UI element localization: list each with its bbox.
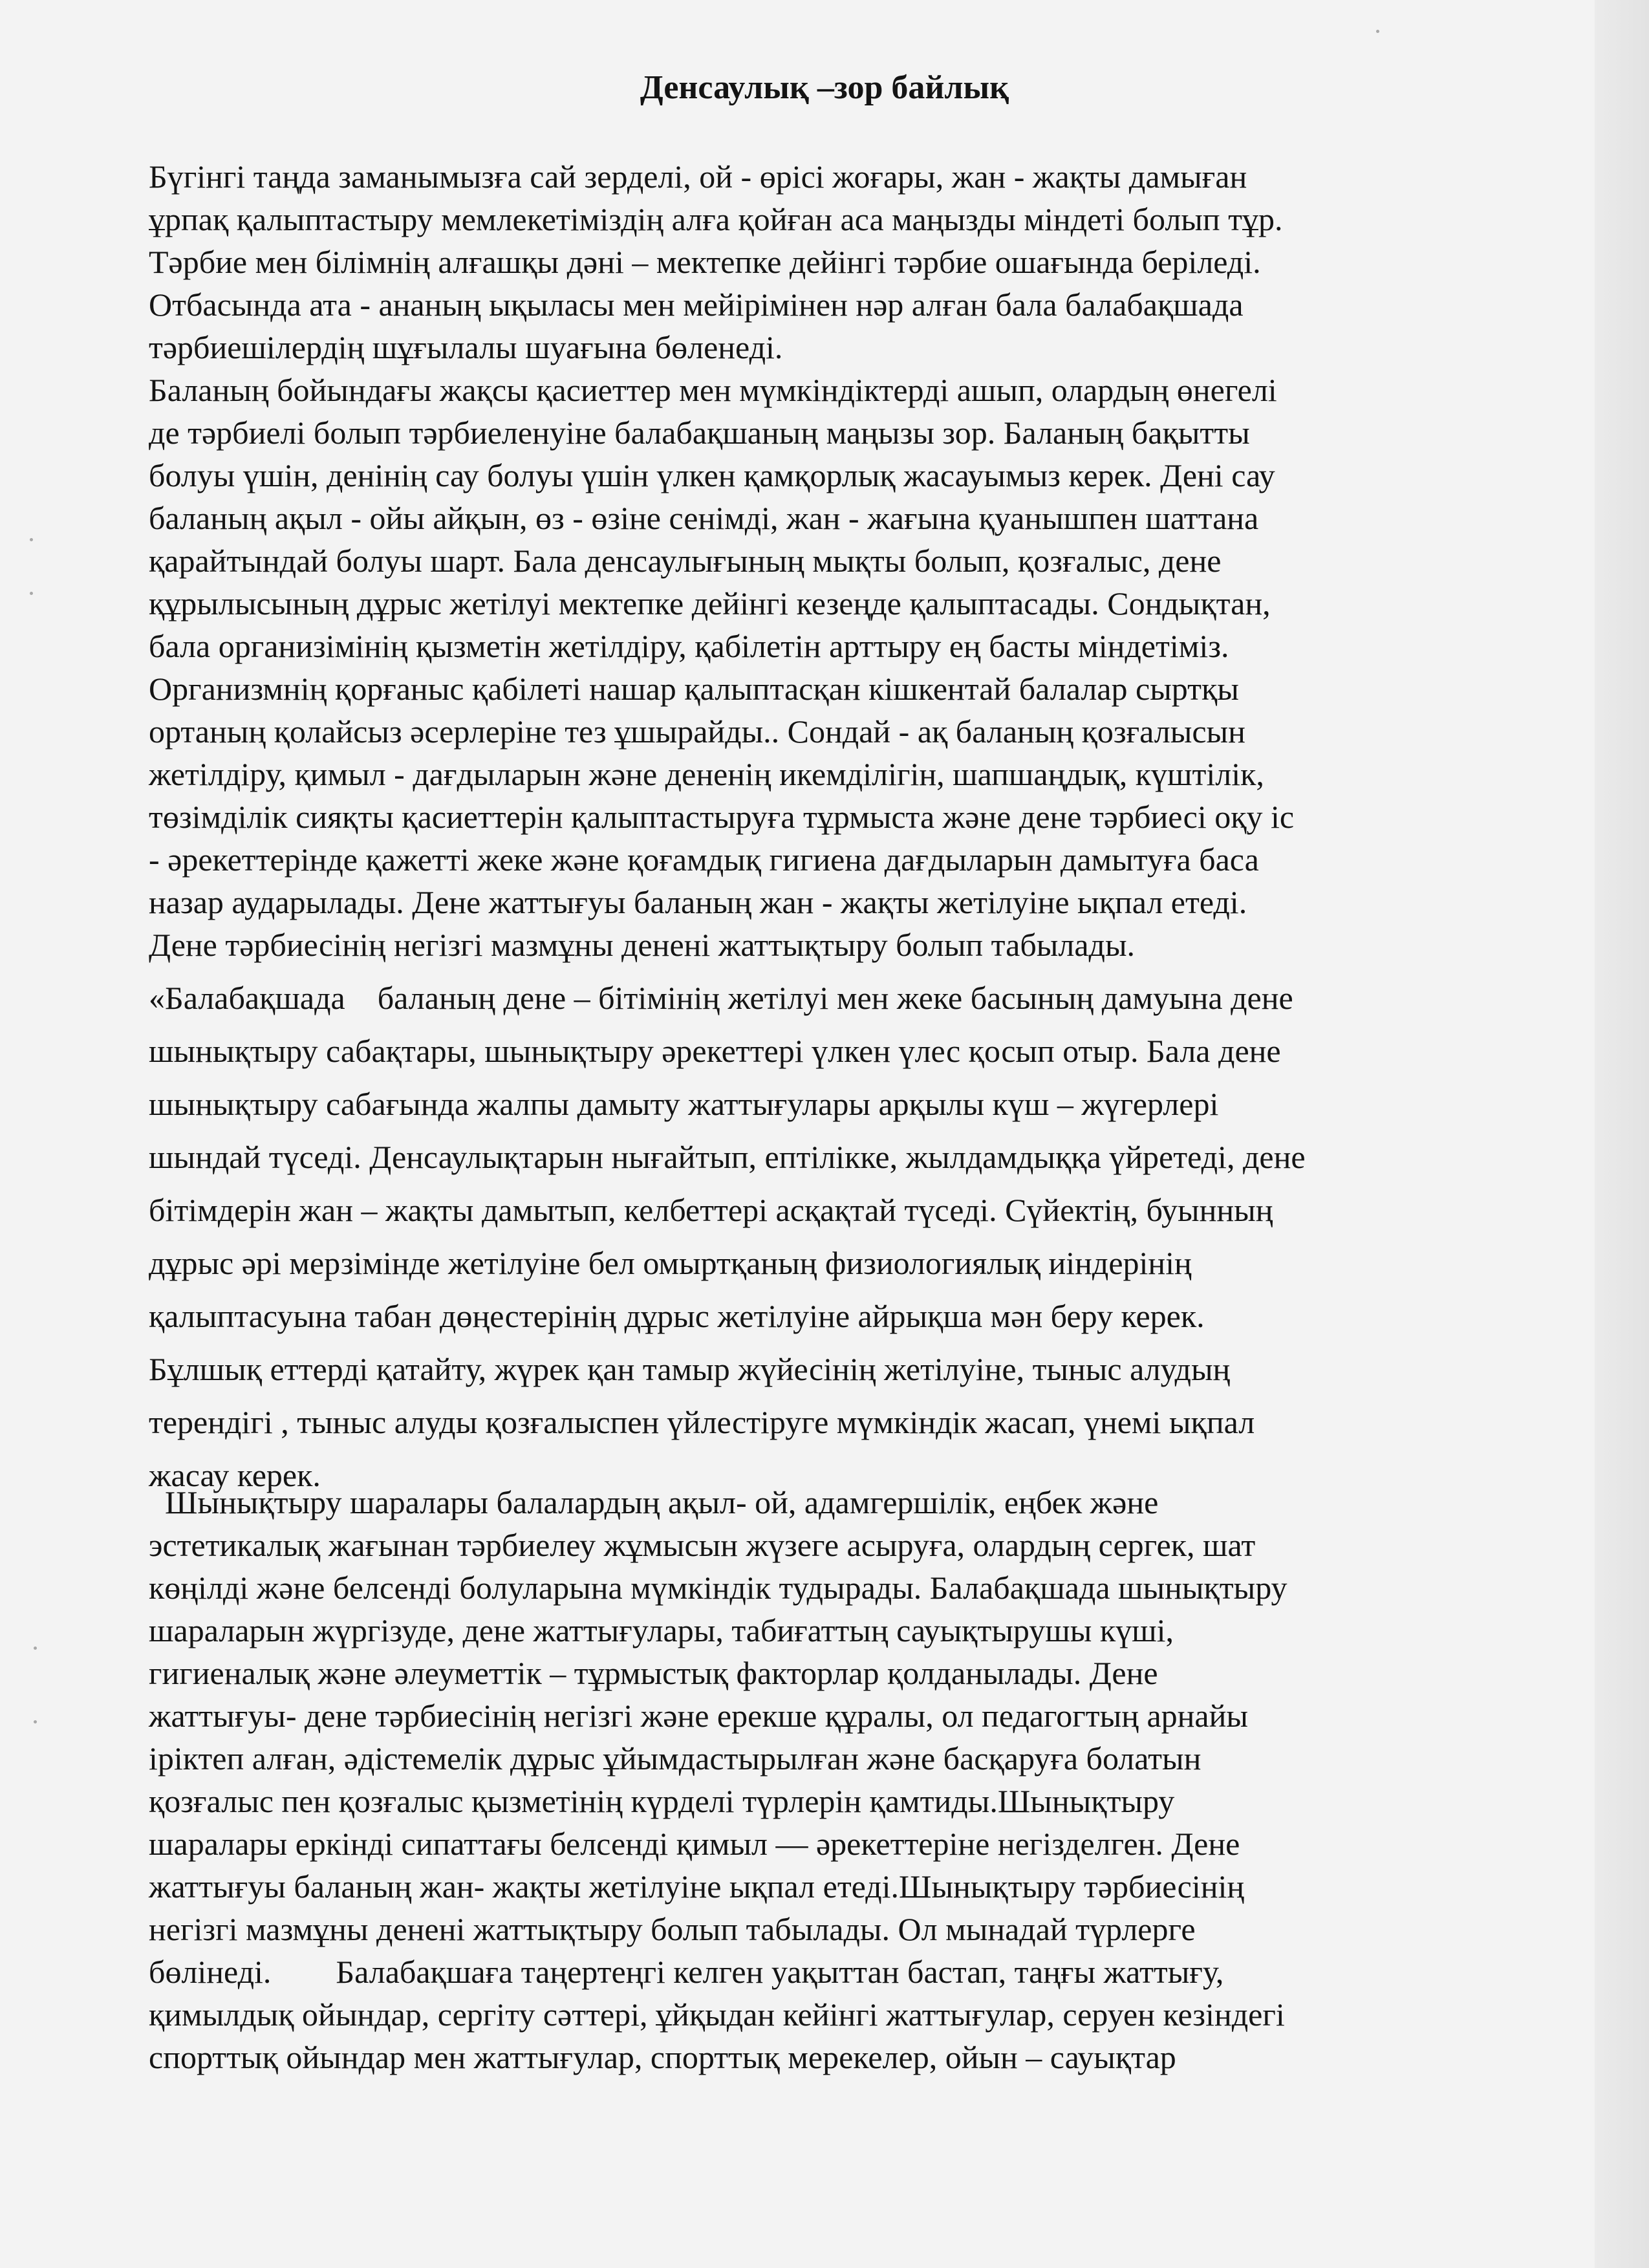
document-title: Денсаулық –зор байлық <box>640 69 1009 106</box>
text-line: шаралары еркінді сипаттағы белсенді қимыл — әрекеттеріне негізделген. Дене <box>149 1826 1240 1862</box>
text-line: төзімділік сияқты қасиеттерін қалыптастыруға тұрмыста және дене тәрбиесі оқу іс <box>149 799 1295 835</box>
text-line: бөлінеді. Балабақшаға таңертеңгі келген уақыттан бастап, таңғы жаттығу, <box>149 1954 1224 1990</box>
text-line: қарайтындай болуы шарт. Бала денсаулығының мықты болып, қозғалыс, дене <box>149 543 1222 579</box>
text-line: назар аударылады. Дене жаттығуы баланың жан - жақты жетілуіне ықпал етеді. <box>149 884 1247 920</box>
text-line: Тәрбие мен білімнің алғашқы дәні – мектепке дейінгі тәрбие ошағында беріледі. <box>149 244 1261 280</box>
scan-speck <box>30 592 33 595</box>
text-line: іріктеп алған, әдістемелік дұрыс ұйымдастырылған және басқаруға болатын <box>149 1740 1202 1777</box>
text-line: қалыптасуына табан дөңестерінің дұрыс жетілуіне айрықша мән беру керек. <box>149 1298 1205 1334</box>
text-line: гигиеналық және әлеуметтік – тұрмыстық факторлар қолданылады. Дене <box>149 1655 1158 1691</box>
text-line: шынықтыру сабағында жалпы дамыту жаттығулары арқылы күш – жүгерлері <box>149 1086 1219 1122</box>
text-line: «Балабақшада баланың дене – бітімінің жетілуі мен жеке басының дамуына дене <box>149 980 1293 1016</box>
text-line: - әрекеттерінде қажетті жеке және қоғамдық гигиена дағдыларын дамытуға баса <box>149 841 1259 878</box>
text-line: Бұлшық еттерді қатайту, жүрек қан тамыр жүйесінің жетілуіне, тыныс алудың <box>149 1351 1231 1387</box>
text-line: Дене тәрбиесінің негізгі мазмұны денені жаттықтыру болып табылады. <box>149 927 1136 963</box>
text-line: бала организімінің қызметін жетілдіру, қабілетін арттыру ең басты міндетіміз. <box>149 628 1229 664</box>
text-line: жасау керек. <box>149 1457 321 1493</box>
text-line: спорттық ойындар мен жаттығулар, спорттық мерекелер, ойын – сауықтар <box>149 2039 1176 2075</box>
text-line: бітімдерін жан – жақты дамытып, келбеттері асқақтай түседі. Сүйектің, буынның <box>149 1192 1273 1228</box>
text-line: баланың ақыл - ойы айқын, өз - өзіне сенімді, жан - жағына қуанышпен шаттана <box>149 500 1259 536</box>
text-line: шараларын жүргізуде, дене жаттығулары, табиғаттың сауықтырушы күші, <box>149 1612 1174 1648</box>
scan-speck <box>1376 30 1379 33</box>
text-line: дұрыс әрі мерзімінде жетілуіне бел омыртқаның физиологиялық иіндерінің <box>149 1245 1192 1281</box>
text-line: тәрбиешілердің шұғылалы шуағына бөленеді. <box>149 329 783 365</box>
text-line: эстетикалық жағынан тәрбиелеу жұмысын жүзеге асыруға, олардың сергек, шат <box>149 1527 1256 1563</box>
text-line: де тәрбиелі болып тәрбиеленуіне балабақшаның маңызы зор. Баланың бақытты <box>149 415 1250 451</box>
text-line: терендігі , тыныс алуды қозғалыспен үйлестіруге мүмкіндік жасап, үнемі ықпал <box>149 1404 1255 1440</box>
text-line: негізгі мазмұны денені жаттықтыру болып табылады. Ол мынадай түрлерге <box>149 1911 1196 1947</box>
text-line: қозғалыс пен қозғалыс қызметінің күрделі түрлерін қамтиды.Шынықтыру <box>149 1783 1175 1819</box>
scan-speck <box>30 538 33 541</box>
text-line: құрылысының дұрыс жетілуі мектепке дейінгі кезеңде қалыптасады. Сондықтан, <box>149 585 1271 621</box>
text-line: Баланың бойындағы жақсы қасиеттер мен мүмкіндіктерді ашып, олардың өнегелі <box>149 372 1277 408</box>
text-line: Отбасында ата - ананың ықыласы мен мейірімінен нәр алған бала балабақшада <box>149 286 1244 323</box>
text-line: шындай түседі. Денсаулықтарын нығайтып, ептілікке, жылдамдыққа үйретеді, дене <box>149 1139 1306 1175</box>
text-line: шынықтыру сабақтары, шынықтыру әрекеттері үлкен үлес қосып отыр. Бала дене <box>149 1033 1281 1069</box>
text-line: жетілдіру, қимыл - дағдыларын және дененің икемділігін, шапшаңдық, күштілік, <box>149 756 1264 792</box>
text-line: жаттығуы- дене тәрбиесінің негізгі және ерекше құралы, ол педагогтың арнайы <box>149 1698 1248 1734</box>
text-line: ұрпақ қалыптастыру мемлекетіміздің алға қойған аса маңызды міндеті болып тұр. <box>149 201 1283 237</box>
text-line: Организмнің қорғаныс қабілеті нашар қалыптасқан кішкентай балалар сыртқы <box>149 671 1239 707</box>
text-line: Шынықтыру шаралары балалардың ақыл- ой, адамгершілік, еңбек және <box>149 1484 1159 1520</box>
text-line: болуы үшін, денінің сау болуы үшін үлкен қамқорлық жасауымыз керек. Дені сау <box>149 457 1275 493</box>
scan-speck <box>34 1720 37 1723</box>
text-line: қимылдық ойындар, сергіту сәттері, ұйқыдан кейінгі жаттығулар, серуен кезіндегі <box>149 1996 1285 2033</box>
scan-paper-edge <box>1595 0 1649 2268</box>
text-line: ортаның қолайсыз әсерлеріне тез ұшырайды.. Сондай - ақ баланың қозғалысын <box>149 713 1245 750</box>
scan-speck <box>34 1647 37 1650</box>
text-line: Бүгінгі таңда заманымызға сай зерделі, ой - өрісі жоғары, жан - жақты дамыған <box>149 158 1247 195</box>
text-line: жаттығуы баланың жан- жақты жетілуіне ықпал етеді.Шынықтыру тәрбиесінің <box>149 1868 1245 1905</box>
text-line: көңілді және белсенді болуларына мүмкіндік тудырады. Балабақшада шынықтыру <box>149 1570 1288 1606</box>
